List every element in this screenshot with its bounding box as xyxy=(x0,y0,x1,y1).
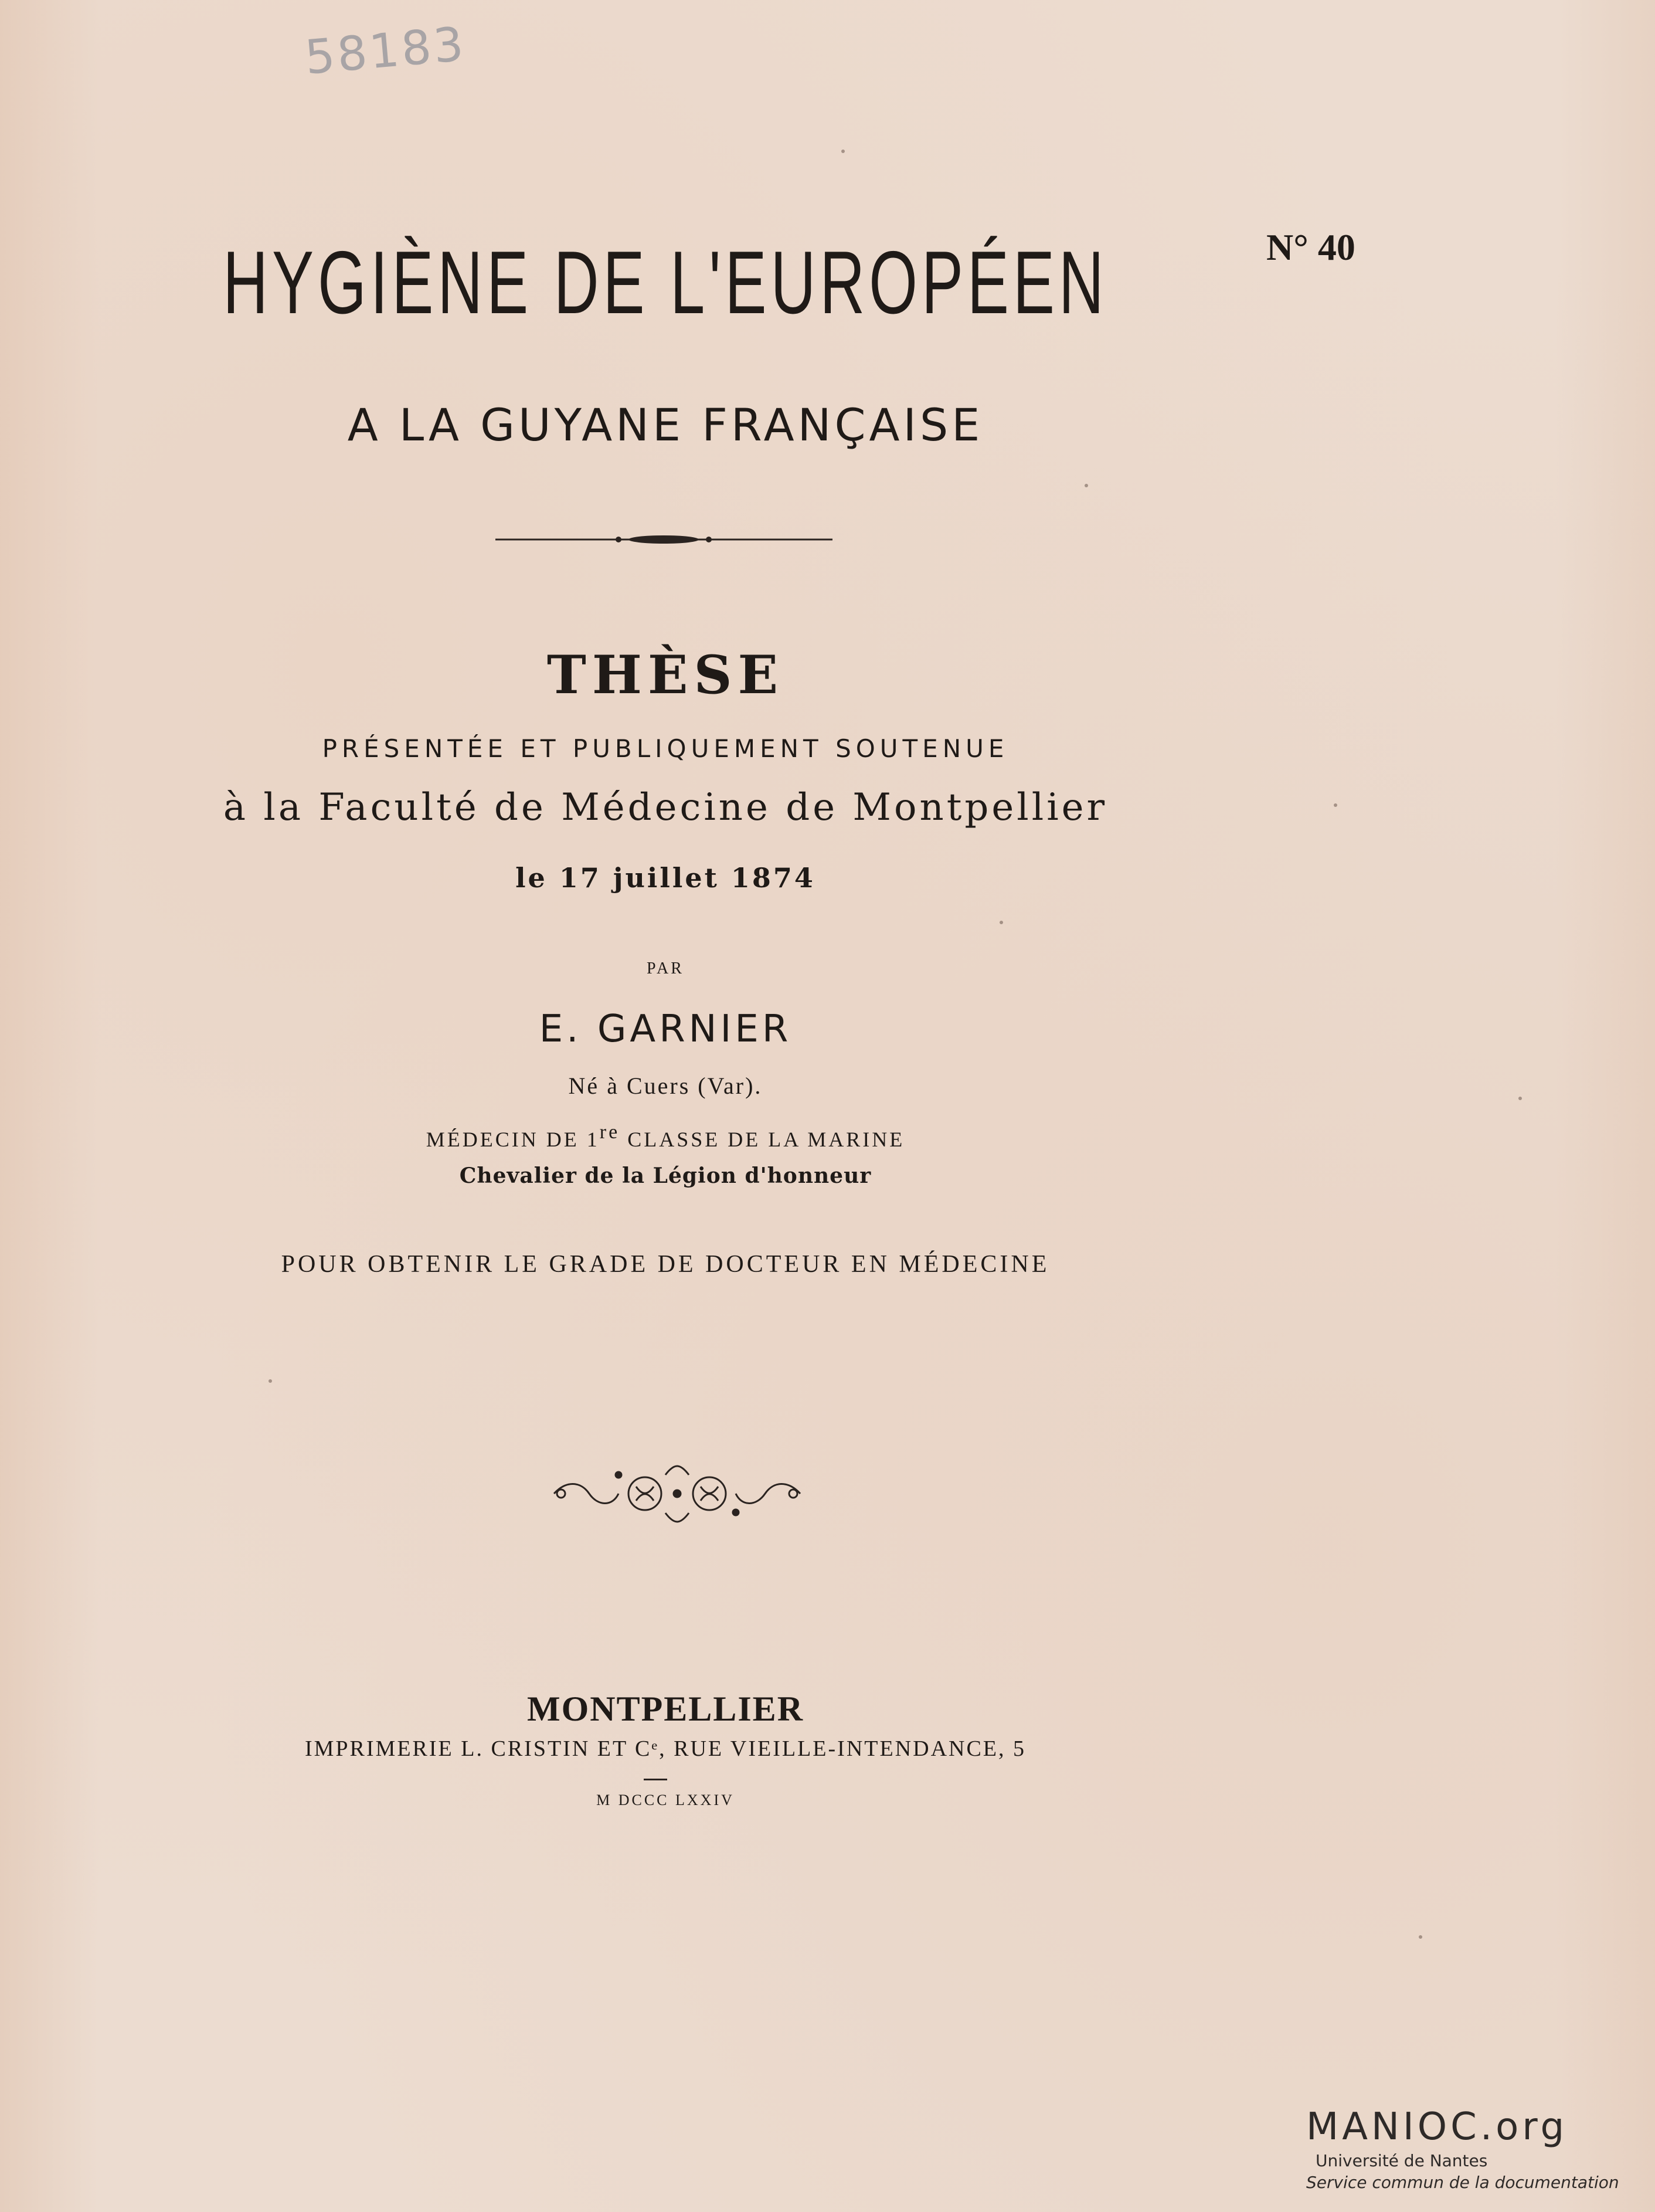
pencil-call-number: 58183 xyxy=(303,16,468,85)
stamp-service: Service commun de la documentation xyxy=(1306,2173,1619,2192)
faculty-line: à la Faculté de Médecine de Montpellier xyxy=(223,786,1108,829)
subtitle: A LA GUYANE FRANÇAISE xyxy=(347,399,984,451)
imprint-printer: IMPRIMERIE L. CRISTIN ET Cᵉ, RUE VIEILLE-INTENDANCE, 5 xyxy=(304,1736,1027,1761)
by-label: PAR xyxy=(647,959,684,978)
main-title: HYGIÈNE DE L'EUROPÉEN xyxy=(223,233,1108,333)
honor-line: Chevalier de la Légion d'honneur xyxy=(459,1163,872,1188)
imprint-year: M DCCC LXXIV xyxy=(596,1792,735,1809)
document-number: N° 40 xyxy=(1266,226,1355,268)
stamp-brand: MANIOC.org xyxy=(1306,2105,1568,2149)
author-rank xyxy=(0,1121,1331,1152)
paper-speck xyxy=(1334,803,1337,807)
paper-speck xyxy=(841,150,845,153)
presented-line: PRÉSENTÉE ET PUBLIQUEMENT SOUTENUE xyxy=(322,734,1009,763)
paper-speck xyxy=(1419,1935,1422,1939)
title-rule-ornament xyxy=(495,528,832,551)
rank-superscript: re xyxy=(599,1121,620,1143)
thesis-heading: THÈSE xyxy=(546,644,784,706)
rank-prefix: MÉDECIN DE xyxy=(426,1128,579,1151)
digitization-stamp xyxy=(1306,2105,1619,2192)
paper-speck xyxy=(1000,921,1003,924)
paper-speck xyxy=(1085,484,1088,487)
floral-vignette-ornament xyxy=(548,1457,806,1531)
defense-date: le 17 juillet 1874 xyxy=(515,862,815,894)
rank-number: 1 xyxy=(586,1128,600,1151)
author-birthplace: Né à Cuers (Var). xyxy=(568,1073,763,1099)
stamp-institution: Université de Nantes xyxy=(1316,2151,1488,2170)
degree-purpose: POUR OBTENIR LE GRADE DE DOCTEUR EN MÉDECINE xyxy=(281,1251,1050,1278)
imprint-city: MONTPELLIER xyxy=(526,1689,804,1728)
paper-speck xyxy=(269,1379,272,1383)
imprint-rule xyxy=(644,1779,667,1780)
paper-speck xyxy=(1518,1097,1522,1100)
author-name: E. GARNIER xyxy=(539,1007,792,1051)
rank-suffix: CLASSE DE LA MARINE xyxy=(627,1128,905,1151)
